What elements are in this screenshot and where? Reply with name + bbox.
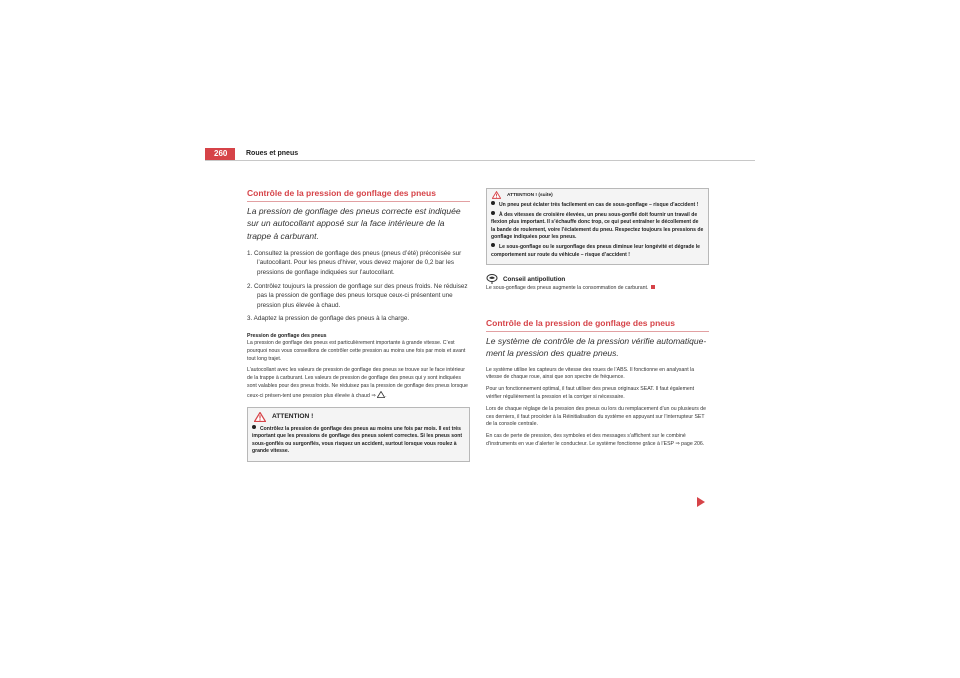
body-paragraph: Lors de chaque réglage de la pression des pneus ou lors du remplacement d’un ou plusieurs de ces derniers, il faut procéder à la Réinitialisation du système en appuyant sur l’interrupteur SET de la console centrale. [486,405,707,428]
environment-icon [486,274,498,284]
end-of-section-icon [651,285,655,289]
warning-triangle-icon [377,391,385,398]
warning-header [248,408,469,424]
bullet-icon [491,243,495,247]
left-column [247,188,470,462]
continue-arrow-icon [697,497,705,507]
header-rule [205,160,755,161]
warning-box [247,407,470,462]
step-item: 3. Adaptez la pression de gonflage des pneus à la charge. [247,315,410,323]
section-title: Contrôle de la pression de gonflage des pneus [486,318,709,332]
section-intro: La pression de gonflage des pneus correcte est indiquée sur un autocollant apposé sur la face intérieure de la trappe à carburant. [247,206,461,241]
bullet-icon [252,425,256,429]
step-item: 2. Contrôlez toujours la pression de gonflage sur des pneus froids. Ne réduisez pas la pression de gonflage des pneus lorsque ceux-ci présentent une pression plus élevée à chaud. [247,282,468,309]
warning-label: ATTENTION ! (suite) [507,192,553,198]
right-column [486,188,709,453]
warning-item-text: À des vitesses de croisière élevées, un pneu sous-gonflé doit fournir un travail de flexion plus important. Il s’échauffe donc trop, ce qui peut entraîner le décollement de la bande de roulement, voire l’éclatement du pneu. Respectez toujours les pressions de gonflage indiquées pour les pneus. [491,211,704,241]
warning-item-text: Contrôlez la pression de gonflage des pneus au moins une fois par mois. Il est très important que les pressions de gonflage des pneus soient correctes. Si les pneus sont sous-gonflés ou surgonflés, vous risquez un accident, surtout lorsque vous roulez à grande vitesse. [252,425,463,455]
environment-tip-header [486,274,709,284]
warning-body [487,200,708,264]
body-paragraph: Pour un fonctionnement optimal, il faut utiliser des pneus originaux SEAT. Il faut également vérifier régulièrement la pression et la corriger si nécessaire. [486,386,695,400]
section-2 [486,318,709,449]
warning-item-text: Le sous-gonflage ou le surgonflage des pneus diminue leur longévité et dégrade le comportement sur route du véhicule – risque d’accident ! [491,243,700,258]
section-intro: Le système de contrôle de la pression vérifie automatique-ment la pression des quatre pneus. [486,335,707,359]
chapter-title: Roues et pneus [246,150,299,157]
warning-item [491,201,704,210]
warning-header [487,189,708,200]
warning-body [248,424,469,461]
step-item: 1. Consultez la pression de gonflage des pneus (pneus d’été) préconisée sur l’autocollant. Pour les pneus d’hiver, vous devez majorer de 0,2 bar les pressions de gonflage indiquées sur l’autocollant. [247,249,462,277]
warning-box-continued [486,188,709,265]
body-paragraph [486,433,709,449]
bullet-icon [491,201,495,205]
environment-tip-text [486,285,709,293]
warning-triangle-icon [254,412,266,422]
body-paragraph: L’autocollant avec les valeurs de pression de gonflage des pneus se trouve sur le face intérieur de la trappe à carburant. Les valeurs de pression de gonflage des pneus qui y sont indiquées sont valables pour des pneus froids. Ne réduisez pas la pression de gonflage des pneus lorsque ceux-ci présen-tent une pression plus élevée à chaud ⇒ . [247,367,468,399]
section-title: Contrôle de la pression de gonflage des pneus [247,188,470,202]
cross-ref-arrow: ⇒ [371,392,376,399]
steps-list [247,249,470,324]
warning-label: ATTENTION ! [272,413,314,421]
warning-item [491,243,704,259]
warning-item-text: Un pneu peut éclater très facilement en cas de sous-gonflage – risque d’accident ! [499,202,699,208]
page-number: 260 [205,148,235,160]
subheading: Pression de gonflage des pneus [247,333,327,340]
paragraph-text: En cas de perte de pression, des symboles et des messages s’affichent sur le combiné d’instruments en vue d’alerter le conducteur. Le système fonctionne grâce à l’ESP [486,433,686,447]
body-paragraph: Le système utilise les capteurs de vitesse des roues de l’ABS. Il fonctionne en analysant la vitesse de chaque roue, ainsi que son spectre de fréquence. [486,366,695,381]
warning-triangle-icon [492,191,501,199]
body-paragraph: La pression de gonflage des pneus est particulièrement importante à grande vitesse. C’est pourquoi nous vous conseillons de contrôler cette pression au moins une fois par mois et avant tout long trajet. [247,340,466,362]
warning-item [252,425,465,456]
paragraph-text: L’autocollant avec les valeurs de pression de gonflage des pneus se trouve sur le face intérieur de la trappe à carburant. Les valeurs de pression de gonflage des pneus qui y sont indiquées sont valables pour des pneus froids. Ne réduisez pas la pression de gonflage des pneus lorsque ceux-ci présen-tent une pression plus élevée à chaud [247,367,468,399]
page-reference: ⇒ page 206. [675,440,705,447]
environment-tip-body: Le sous-gonflage des pneus augmente la consommation de carburant. [486,285,649,292]
warning-item [491,211,704,242]
environment-tip-title: Conseil antipollution [503,275,566,283]
bullet-icon [491,211,495,215]
